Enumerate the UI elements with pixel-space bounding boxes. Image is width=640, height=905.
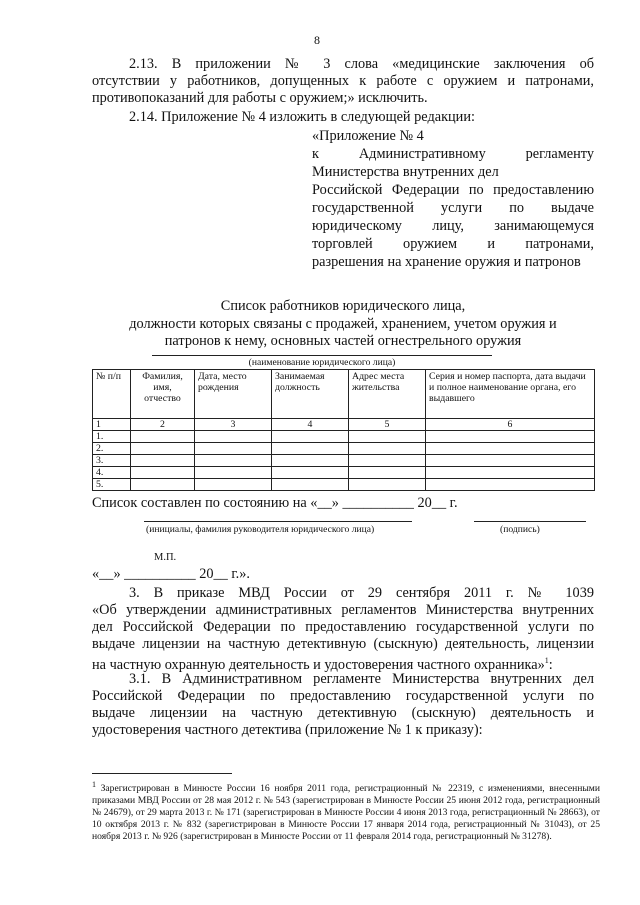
entity-name-line [152,355,492,356]
para-3-line5-text: на частную охранную деятельность и удостоверения частного охранника» [92,656,545,673]
table-row [93,479,595,491]
footnote-mark: 1 [92,780,96,789]
header-birth: Дата, место рождения [195,370,272,419]
seal-place: М.П. [154,552,177,563]
row-number: 5. [93,479,131,491]
footnote-separator [92,773,232,774]
table-row [93,431,595,443]
para-2-14: 2.14. Приложение № 4 изложить в следующей редакции: [129,109,475,125]
employee-table [92,369,595,491]
signer-name-line [144,521,412,522]
page-number: 8 [314,33,320,47]
header-full-name: Фамилия, имя, отчество [131,370,195,419]
footnote-ref[interactable]: 1 [544,656,549,665]
table-header-row [93,370,595,419]
column-number: 2 [131,419,195,431]
appendix-line2: к Административному регламенту [312,146,594,162]
row-number: 4. [93,467,131,479]
table-row [93,443,595,455]
para-2-13-line2: отсутствии у работников, допущенных к работе с оружием и патронами, [92,73,594,89]
header-number: № п/п [93,370,131,419]
appendix-line1: «Приложение № 4 [312,128,424,144]
appendix-line7: торговлей оружием и патронами, [312,236,594,252]
para-3-1-line1: 3.1. В Административном регламенте Министерства внутренних дел [129,671,594,687]
compiled-as-of: Список составлен по состоянию на «__» __________ 20__ г. [92,495,458,511]
appendix-line6: юридическому лицу, занимающемуся [312,218,594,234]
entity-caption: (наименование юридического лица) [248,357,396,368]
signature-caption: (подпись) [500,524,540,535]
header-position: Занимаемая должность [272,370,349,419]
list-title-line2: должности которых связаны с продажей, хранением, учетом оружия и [129,316,557,332]
appendix-line3: Министерства внутренних дел [312,164,499,180]
header-passport: Серия и номер паспорта, дата выдачи и полное наименование органа, его выдавшего [426,370,595,419]
column-number: 6 [426,419,595,431]
footnote-text: Зарегистрирован в Минюсте России 16 ноября 2011 года, регистрационный № 22319, с изменениями, внесенными приказами МВД России от 28 мая 2012 г. № 543 (зарегистрирован в Минюсте России 25 июня 2012 года, регистрационный № 24679), от 29 марта 2013 г. № 171 (зарегистрирован в Минюсте России 4 июня 2013 года, регистрационный № 28663), от 10 октября 2013 г. № 832 (зарегистрирован в Минюсте России 17 января 2014 года, регистрационный № 31043), от 25 ноября 2013 г. № 926 (зарегистрирован в Минюсте России от 11 февраля 2014 года, регистрационный № 31278). [92,783,600,843]
table-column-numbers [93,419,595,431]
column-number: 3 [195,419,272,431]
para-2-13-line1: 2.13. В приложении № 3 слова «медицинские заключения об [129,56,594,72]
appendix-line5: государственной услуги по выдаче [312,200,594,216]
para-3-1-line4: удостоверения частного детектива (приложение № 1 к приказу): [92,722,483,738]
footnote [92,779,600,843]
signature-line [474,521,586,522]
signer-caption: (инициалы, фамилия руководителя юридического лица) [146,524,375,535]
para-3-line1: 3. В приказе МВД России от 29 сентября 2011 г. № 1039 [129,585,594,601]
para-3-1-line2: Российской Федерации по предоставлению государственной услуги по [92,688,594,704]
row-number: 3. [93,455,131,467]
table-row [93,467,595,479]
para-2-13-line3: противопоказаний для работы с оружием;» исключить. [92,90,428,106]
appendix-line4: Российской Федерации по предоставлению [312,182,594,198]
para-3-line4: выдаче лицензии на частную детективную (сыскную) деятельность, лицензии [92,636,594,652]
column-number: 4 [272,419,349,431]
row-number: 2. [93,443,131,455]
date-line: «__» __________ 20__ г.». [92,566,250,582]
para-3-line3: дел Российской Федерации по предоставлению государственной услуги по [92,619,594,635]
list-title-line3: патронов к нему, основных частей огнестрельного оружия [164,333,522,349]
para-3-line5-end: : [548,656,553,673]
para-3-1-line3: выдаче лицензии на частную детективную (сыскную) деятельность и [92,705,594,721]
column-number: 5 [349,419,426,431]
row-number: 1. [93,431,131,443]
appendix-line8: разрешения на хранение оружия и патронов [312,254,581,270]
table-row [93,455,595,467]
list-title-line1: Список работников юридического лица, [220,298,466,314]
column-number: 1 [93,419,131,431]
para-3-line5 [92,653,553,673]
para-3-line2: «Об утверждении административных регламентов Министерства внутренних [92,602,594,618]
header-address: Адрес места жительства [349,370,426,419]
